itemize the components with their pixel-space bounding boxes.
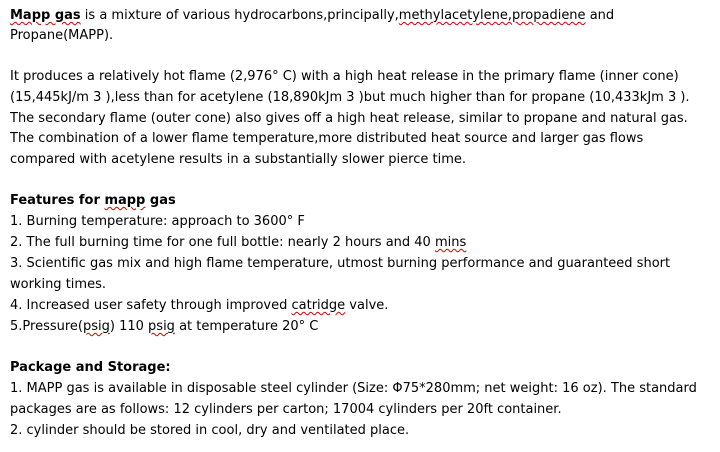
- intro-text-end: and: [585, 8, 615, 23]
- package-item-1: 1. MAPP gas is available in disposable steel cylinder (Size: Φ75*280mm; net weight: 16 oz). The standard: [10, 381, 697, 396]
- package-item-1-cont: packages are as follows: 12 cylinders per carton; 17004 cylinders per 20ft container.: [10, 402, 562, 417]
- feature-item-5-prefix: 5.Pressure(: [10, 319, 83, 334]
- feature-item-3: 3. Scientific gas mix and high flame temperature, utmost burning performance and guaranteed short: [10, 256, 671, 271]
- feature-item-2: [10, 234, 466, 251]
- feature-item-2-text: 2. The full burning time for one full bottle: nearly 2 hours and 40: [10, 235, 435, 250]
- feature-item-2-mins: mins: [434, 235, 467, 250]
- feature-item-5-suffix: at temperature 20° C: [174, 319, 319, 334]
- paragraph-line: (15,445kJ/m 3 ),less than for acetylene (18,890kJm 3 )but much higher than for propane (10,433kJm 3 ).: [10, 90, 690, 105]
- feature-item-4-catridge: catridge: [291, 298, 346, 313]
- feature-item-1: 1. Burning temperature: approach to 3600° F: [10, 214, 305, 229]
- paragraph-line: The combination of a lower flame temperature,more distributed heat source and larger gas flows: [10, 131, 644, 146]
- intro-line-2: Propane(MAPP).: [10, 28, 114, 43]
- package-item-2: 2. cylinder should be stored in cool, dry and ventilated place.: [10, 423, 410, 438]
- intro-title: Mapp gas: [10, 8, 81, 23]
- package-heading: Package and Storage:: [10, 360, 171, 375]
- feature-item-4: [10, 297, 388, 314]
- feature-item-4-text: 4. Increased user safety through improved: [10, 298, 292, 313]
- feature-item-5: [10, 318, 318, 335]
- paragraph-line: compared with acetylene results in a substantially slower pierce time.: [10, 152, 466, 167]
- intro-line-1: [10, 7, 614, 24]
- features-heading-prefix: Features for: [10, 193, 105, 208]
- feature-item-5-mid: ) 110: [109, 319, 149, 334]
- feature-item-4-suffix: valve.: [345, 298, 389, 313]
- paragraph-line: The secondary flame (outer cone) also gives off a high heat release, similar to propane and natural gas.: [10, 111, 688, 126]
- feature-item-5-psig-2: psig: [148, 319, 175, 334]
- features-heading-mapp: mapp: [104, 193, 146, 208]
- intro-text: is a mixture of various hydrocarbons,principally,: [80, 8, 399, 23]
- intro-compounds: methylacetylene,propadiene: [398, 8, 586, 23]
- feature-item-5-psig-1: psig: [83, 319, 110, 334]
- features-heading-suffix: gas: [145, 193, 176, 208]
- features-heading: [10, 192, 176, 209]
- paragraph-line: It produces a relatively hot flame (2,976° C) with a high heat release in the primary flame (inner cone): [10, 69, 679, 84]
- feature-item-3-cont: working times.: [10, 277, 106, 292]
